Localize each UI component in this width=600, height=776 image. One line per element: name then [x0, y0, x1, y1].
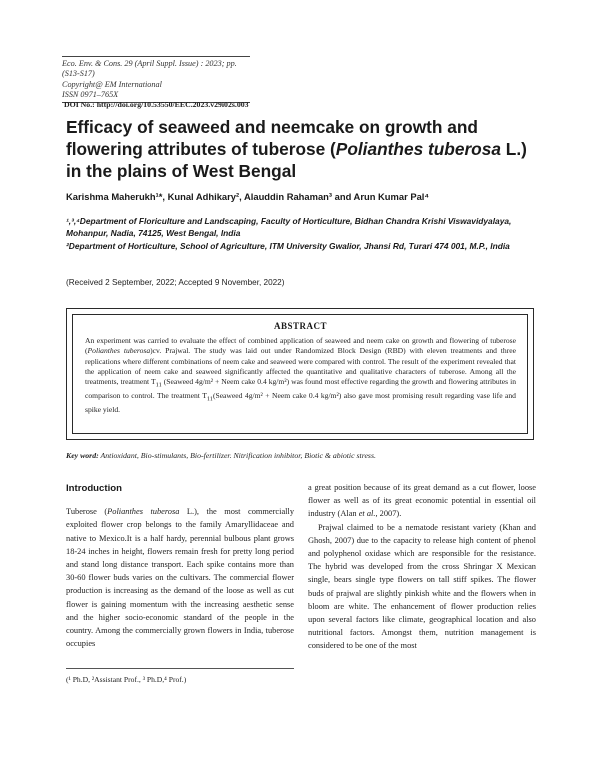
intro-part-2: L.), the most commercially exploited flower crop belongs to the family Amaryllidaceae and native to Mexico.It is a half hardy, perennial bulbous plant grows 18-24 inches in height, flowers remain fresh for pretty long period and stand long distance transport. Each spike contains more than 30-60 flower buds varies on the cultivars. The commercial flower production is increasing as the demand of the loose as well as cut flower is gaining momentum with the increasing aesthetic sense and the higher socio-economic standard of the people in the country. Among the commercially grown flowers in India, tuberose occupies — [66, 507, 295, 649]
abstract-species: Polianthes tuberosa — [87, 346, 151, 356]
journal-line-3: ISSN 0971–765X — [62, 90, 119, 100]
right-p1-part-2: , 2007). — [375, 509, 402, 519]
abstract-heading: ABSTRACT — [273, 321, 327, 331]
abstract-part-2: )cv. Prajwal. The study was laid out under Randomized Block Design (RBD) with eleven treatments and three replications where different combinations of neem cake and seaweed were compared with control. The result of the experiment revealed that the application of neem cake and seaweed significantly affected the quantitative and qualitative characters of tuberose. Among all the treatments, treatment T — [85, 346, 516, 387]
abstract-part-4: (Seaweed 4g/m² + Neem cake 0.4 kg/m²) also gave most promising result regarding vase life and spike yield. — [85, 391, 516, 414]
affiliation-1: ¹,³,⁴Department of Floriculture and Landscaping, Faculty of Horticulture, Bidhan Chandra Krishi Viswavidyalaya, Mohanpur, Nadia, 74125, West Bengal, India — [66, 216, 512, 239]
title-part-2: L.) in the plains of West Bengal — [66, 139, 527, 181]
journal-line-1: Eco. Env. & Cons. 29 (April Suppl. Issue) : 2023; pp. (S13-S17) — [62, 59, 237, 79]
keywords-text: Antioxidant, Bio-stimulants, Bio-fertilizer. Nitrification inhibitor, Biotic & abiotic stress. — [98, 451, 376, 460]
abstract-inner-frame — [72, 314, 528, 434]
author-footnote: (¹ Ph.D, ²Assistant Prof., ³ Ph.D,⁴ Prof.) — [66, 668, 294, 684]
right-p1-part-1: a great position because of its great demand as a cut flower, loose flower as well as of its great economic potential in essential oil industry (Alan — [308, 483, 536, 519]
abstract-subscript-2: 11 — [206, 395, 213, 403]
received-dates: (Received 2 September, 2022; Accepted 9 November, 2022) — [66, 278, 285, 287]
title-part-1: Efficacy of seaweed and neemcake on growth and flowering attributes of tuberose ( — [66, 117, 478, 159]
abstract-box — [66, 308, 534, 440]
abstract-part-1: An experiment was carried to evaluate the effect of combined application of seaweed and neem cake on growth and flowering of tuberose ( — [85, 336, 516, 356]
abstract-text — [85, 336, 516, 415]
intro-species: Polianthes tuberosa — [107, 507, 180, 517]
author-list: Karishma Maherukh¹*, Kunal Adhikary², Alauddin Rahaman³ and Arun Kumar Pal⁴ — [66, 191, 430, 202]
right-paragraph-2: Prajwal claimed to be a nematode resistant variety (Khan and Ghosh, 2007) due to the capacity to release high content of phenol and polyphenol oxidase which are responsible for the resistance. The hybrid was developed from the cross Shringar X Mexican single, bears single type flowers on tall stiff spikes. The flower buds of prajwal are slightly pinkish white and the flowers when in bloom are white. The enhancement of flower production relies upon several factors like climate, geographical location and also nutritional factors. Amongst them, nutrition management is considered to be one of the most — [308, 522, 536, 651]
intro-part-1: Tuberose ( — [66, 507, 108, 517]
paper-title — [66, 116, 536, 182]
journal-line-2: Copyright@ EM International — [62, 79, 162, 89]
abstract-part-3: (Seaweed 4g/m² + Neem cake 0.4 kg/m²) was found most effective regarding the growth and flowering attributes in comparison to control. The treatment T — [85, 377, 516, 400]
title-species: Polianthes tuberosa — [335, 139, 501, 159]
abstract-subscript-1: 11 — [155, 381, 162, 389]
doi-line: DOI No.: http://doi.org/10.53550/EEC.2023.v29i02s.003 — [64, 100, 249, 109]
right-column — [308, 481, 536, 653]
introduction-heading: Introduction — [66, 483, 122, 494]
right-paragraph-1 — [308, 481, 536, 521]
left-column — [66, 478, 294, 650]
affiliation-2: ²Department of Horticulture, School of Agriculture, ITM University Gwalior, Jhansi Rd, Turari 474 001, M.P., India — [66, 240, 510, 251]
keywords-label: Key word: — [66, 451, 99, 460]
keywords — [66, 451, 536, 460]
intro-paragraph — [66, 505, 294, 650]
affiliations — [66, 215, 536, 252]
right-p1-etal: et al. — [358, 509, 376, 519]
journal-citation-box — [62, 56, 250, 103]
